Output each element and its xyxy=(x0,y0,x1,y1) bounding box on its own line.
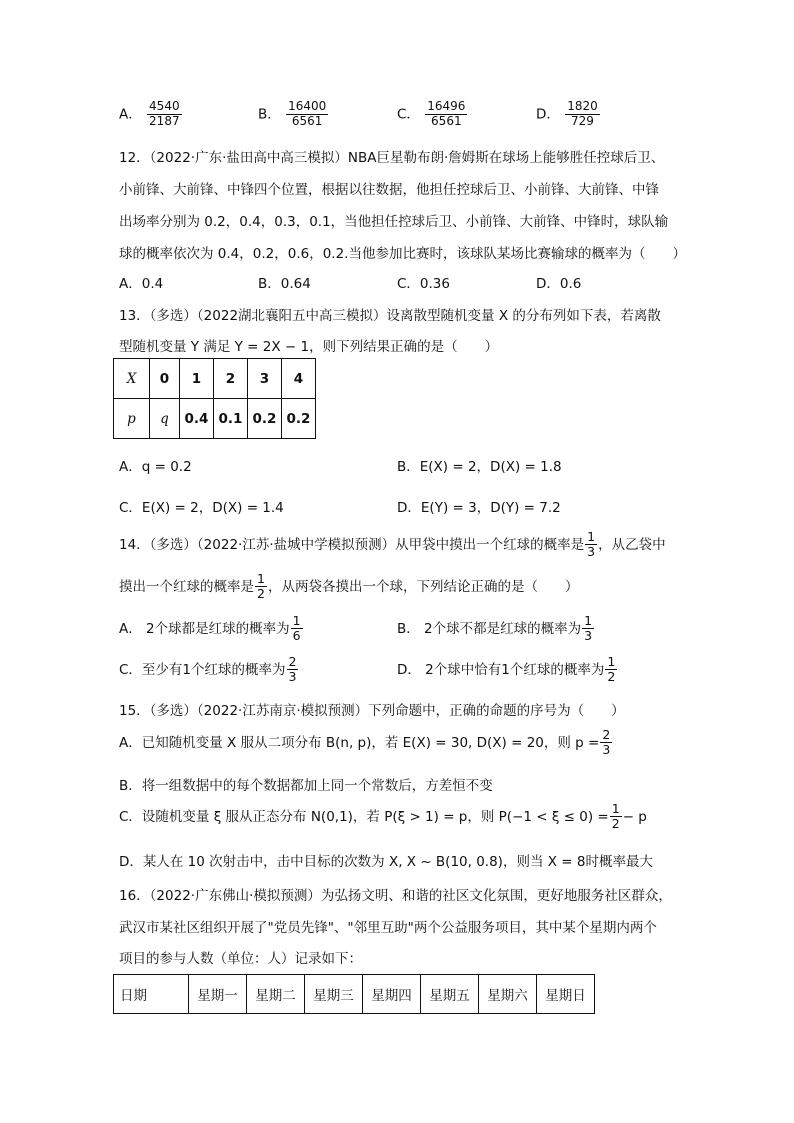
table-cell: 0.4 xyxy=(180,399,214,439)
fraction: $\frac{4540}{2187}$ xyxy=(149,99,180,128)
q11-option-b: B． $\frac{16400}{6561}$ xyxy=(258,99,327,128)
table-cell: 0.1 xyxy=(214,399,248,439)
q15-option-b: B．将一组数据中的每个数据都加上同一个常数后，方差恒不变 xyxy=(119,778,493,794)
fraction: $\frac{1820}{729}$ xyxy=(567,99,598,128)
q16-line-3: 项目的参与人数（单位：人）记录如下： xyxy=(119,951,362,967)
table-header-cell: 星期五 xyxy=(421,975,479,1014)
q11-option-d: D． $\frac{1820}{729}$ xyxy=(536,99,598,128)
fraction: $\frac{2}{3}$ xyxy=(288,654,297,685)
table-cell: 3 xyxy=(248,359,282,399)
q13-option-d: D．E(Y) = 3，D(Y) = 7.2 xyxy=(397,500,561,516)
q13-line-2: 型随机变量 Y 满足 Y = 2X − 1，则下列结果正确的是（ ） xyxy=(119,339,499,355)
fraction: $\frac{1}{3}$ xyxy=(587,529,596,560)
q12-line-1: 12．（2022·广东·盐田高中高三模拟）NBA巨星勒布朗·詹姆斯在球场上能够胜任控球后卫、 xyxy=(119,150,665,166)
q14-line-1: 14．（多选）（2022·江苏·盐城中学模拟预测）从甲袋中摸出一个红球的概率是 $\frac{1}{3}$ ，从乙袋中 xyxy=(119,529,666,560)
fraction: $\frac{1}{6}$ xyxy=(292,613,301,644)
fraction: $\frac{16400}{6561}$ xyxy=(288,99,327,128)
q13-option-c: C．E(X) = 2，D(X) = 1.4 xyxy=(119,500,284,516)
fraction: $\frac{2}{3}$ xyxy=(602,727,611,758)
table-cell: 0.2 xyxy=(282,399,316,439)
table-header-cell: 星期一 xyxy=(189,975,247,1014)
table-header-cell: 星期二 xyxy=(247,975,305,1014)
q14-option-d: D． 2个球中恰有1个红球的概率为 $\frac{1}{2}$ xyxy=(397,654,616,685)
q14-option-a: A． 2个球都是红球的概率为 $\frac{1}{6}$ xyxy=(119,613,301,644)
distribution-table xyxy=(113,358,316,439)
q14-option-c: C．至少有1个红球的概率为 $\frac{2}{3}$ xyxy=(119,654,297,685)
q12-line-4: 球的概率依次为 0.4，0.2，0.6，0.2.当他参加比赛时，该球队某场比赛输球的概率为（ ） xyxy=(119,246,686,262)
q12-option-b: B．0.64 xyxy=(258,276,311,292)
table-cell: X xyxy=(114,359,150,399)
q13-option-a: A．q = 0.2 xyxy=(119,459,192,475)
table-header-cell: 星期四 xyxy=(363,975,421,1014)
fraction: $\frac{1}{2}$ xyxy=(607,654,616,685)
fraction: $\frac{16496}{6561}$ xyxy=(427,99,466,128)
table-header-cell: 日期 xyxy=(114,975,189,1014)
q12-option-a: A．0.4 xyxy=(119,276,164,292)
participation-table xyxy=(113,974,595,1014)
fraction: $\frac{1}{3}$ xyxy=(584,613,593,644)
q11-option-a: A． $\frac{4540}{2187}$ xyxy=(119,99,180,128)
q15-option-c: C．设随机变量 ξ 服从正态分布 N(0,1)，若 P(ξ > 1) = p，则 P(−1 < ξ ≤ 0) = $\frac{1}{2}$ − p xyxy=(119,801,647,832)
q16-line-2: 武汉市某社区组织开展了"党员先锋"、"邻里互助"两个公益服务项目，其中某个星期内两个 xyxy=(119,920,657,936)
fraction: $\frac{1}{2}$ xyxy=(611,801,620,832)
q12-option-c: C．0.36 xyxy=(397,276,450,292)
q11-option-c: C． $\frac{16496}{6561}$ xyxy=(397,99,466,128)
table-cell: 0.2 xyxy=(248,399,282,439)
q12-line-3: 出场率分别为 0.2，0.4，0.3，0.1，当他担任控球后卫、小前锋、大前锋、中锋时，球队输 xyxy=(119,214,669,230)
q14-option-b: B． 2个球不都是红球的概率为 $\frac{1}{3}$ xyxy=(397,613,593,644)
table-cell: 2 xyxy=(214,359,248,399)
table-header-cell: 星期日 xyxy=(537,975,595,1014)
table-header-cell: 星期六 xyxy=(479,975,537,1014)
q14-line-2: 摸出一个红球的概率是 $\frac{1}{2}$ ，从两袋各摸出一个球，下列结论正确的是（ ） xyxy=(119,571,579,602)
q12-line-2: 小前锋、大前锋、中锋四个位置，根据以往数据，他担任控球后卫、小前锋、大前锋、中锋 xyxy=(119,182,659,198)
q12-option-d: D．0.6 xyxy=(536,276,582,292)
table-cell: q xyxy=(150,399,180,439)
q15-option-d: D．某人在 10 次射击中，击中目标的次数为 X, X ~ B(10, 0.8)，则当 X = 8时概率最大 xyxy=(119,854,653,870)
q15-option-a: A．已知随机变量 X 服从二项分布 B(n, p)，若 E(X) = 30, D(X) = 20，则 p = $\frac{2}{3}$ xyxy=(119,727,611,758)
q13-option-b: B．E(X) = 2，D(X) = 1.8 xyxy=(397,459,562,475)
table-cell: 1 xyxy=(180,359,214,399)
table-header-cell: 星期三 xyxy=(305,975,363,1014)
table-cell: p xyxy=(114,399,150,439)
fraction: $\frac{1}{2}$ xyxy=(257,571,265,602)
table-cell: 0 xyxy=(150,359,180,399)
q13-line-1: 13．（多选）（2022湖北襄阳五中高三模拟）设离散型随机变量 X 的分布列如下表，若离散 xyxy=(119,308,661,324)
table-cell: 4 xyxy=(282,359,316,399)
q15-line-1: 15．（多选）（2022·江苏南京·模拟预测）下列命题中，正确的命题的序号为（ ） xyxy=(119,703,625,719)
q16-line-1: 16．（2022·广东佛山·模拟预测）为弘扬文明、和谐的社区文化氛围，更好地服务社区群众， xyxy=(119,888,672,904)
